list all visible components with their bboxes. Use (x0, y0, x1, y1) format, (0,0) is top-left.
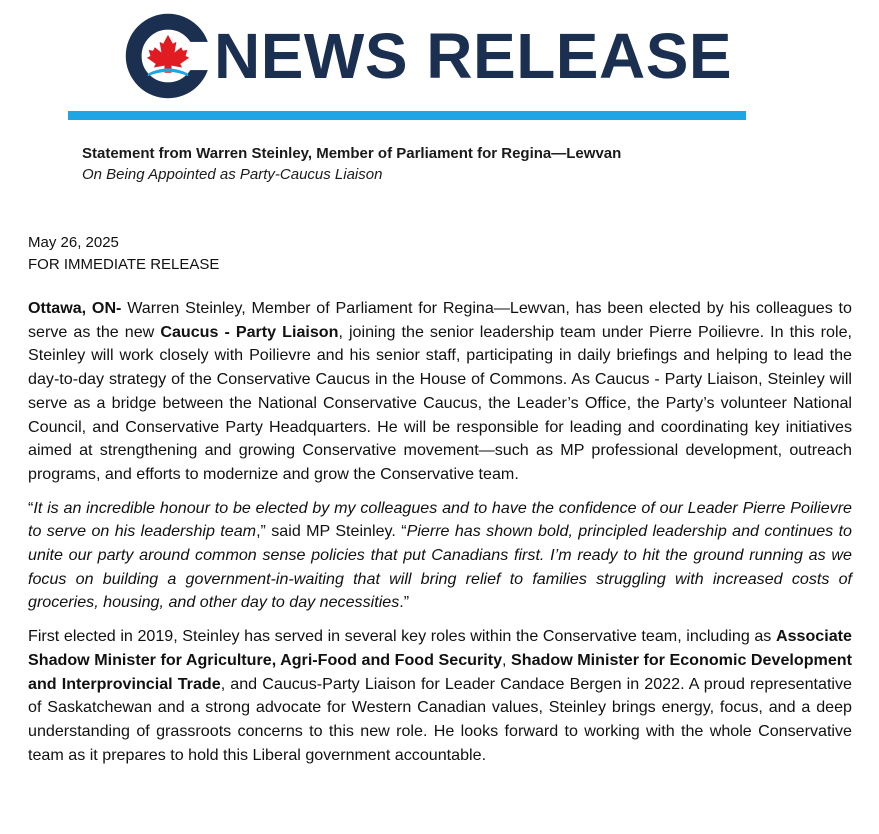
previous-role-2: Shadow Minister for Economic Development and Interprovincial Trade (28, 650, 852, 693)
release-label: FOR IMMEDIATE RELEASE (28, 256, 220, 273)
dateline (28, 232, 219, 276)
paragraph-background: First elected in 2019, Steinley has served in several key roles within the Conservative team, including as Associate Shadow Minister for Agriculture, Agri-Food and Food Security, Shadow Minister for Economic Development and Interprovincial Trade, and Caucus-Party Liaison for Leader Candace Bergen in 2022. A proud representative of Saskatchewan and a strong advocate for Western Canadian values, Steinley brings energy, focus, and a deep understanding of grassroots concerns to this new role. He looks forward to working with the whole Conservative team as it prepares to hold this Liberal government accountable. (28, 627, 853, 764)
brand-title: NEWS RELEASE (214, 20, 733, 92)
statement-title: Statement from Warren Steinley, Member of Parliament for Regina—Lewvan (82, 145, 622, 162)
header (0, 0, 879, 125)
statement-subtitle: On Being Appointed as Party-Caucus Liaison (82, 166, 383, 183)
release-date: May 26, 2025 (28, 234, 119, 251)
role-title: Caucus - Party Liaison (160, 322, 339, 341)
location-label: Ottawa, ON- (28, 299, 122, 317)
article-body (28, 297, 852, 777)
quote-part-1: It is an incredible honour to be elected by my colleagues and to have the confidence of our Leader Pierre Poilievre to serve on his leadership team (28, 498, 852, 541)
quote-part-2: Pierre has shown bold, principled leadership and continues to unite our party around common sense policies that put Canadians first. I’m ready to hit the ground running as we focus on building a government-in-waiting that will bring relief to families struggling with increased costs of groceries, housing, and other day to day necessities (28, 522, 853, 612)
conservative-c-maple-leaf-icon (124, 12, 212, 100)
previous-role-1: Associate Shadow Minister for Agriculture, Agri-Food and Food Security (28, 627, 852, 669)
paragraph-quote: “It is an incredible honour to be elected by my colleagues and to have the confidence of our Leader Pierre Poilievre to serve on his leadership team,” said MP Steinley. “Pierre has shown bold, principled leadership and continues to unite our party around common sense policies that put Canadians first. I’m ready to hit the ground running as we focus on building a government-in-waiting that will bring relief to families struggling with increased costs of groceries, housing, and other day to day necessities.” (28, 498, 853, 612)
statement-header (82, 143, 782, 185)
paragraph-announcement: Ottawa, ON- Warren Steinley, Member of Parliament for Regina—Lewvan, has been elected by his colleagues to serve as the new Caucus - Party Liaison, joining the senior leadership team under Pierre Poilievre. In this role, Steinley will work closely with Poilievre and his senior staff, participating in daily briefings and helping to lead the day-to-day strategy of the Conservative Caucus in the House of Commons. As Caucus - Party Liaison, Steinley will serve as a bridge between the National Conservative Caucus, the Leader’s Office, the Party’s volunteer National Council, and Conservative Party Headquarters. He will be responsible for leading and coordinating key initiatives aimed at strengthening and growing Conservative movement—such as MP professional development, outreach programs, and efforts to modernize and grow the Conservative team. (28, 299, 852, 483)
header-divider (68, 111, 746, 120)
